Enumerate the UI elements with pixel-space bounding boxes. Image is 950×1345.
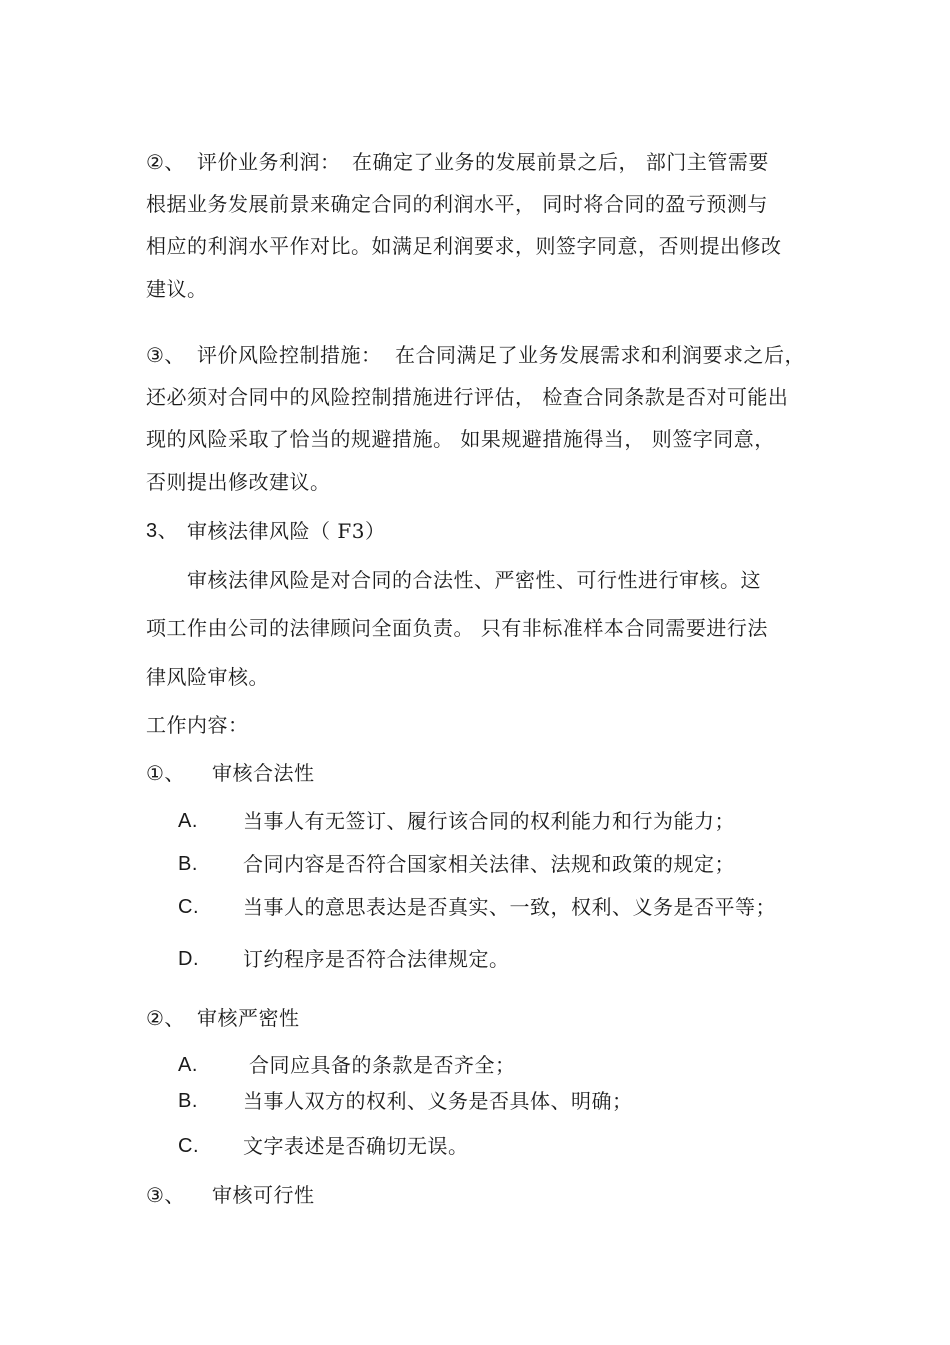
item3-line: 在合同满足了业务发展需求和利润要求之后，: [395, 343, 805, 367]
list-item-text: 当事人有无签订、履行该合同的权利能力和行为能力；: [243, 809, 735, 833]
list-item-text: 文字表述是否确切无误。: [243, 1134, 469, 1158]
sub3-marker: ③、: [146, 1183, 185, 1207]
list-letter: C.: [178, 896, 199, 918]
item2-marker: ②、: [146, 150, 185, 174]
list-letter: A.: [178, 1054, 198, 1076]
item2-line: 根据业务发展前景来确定合同的利润水平， 同时将合同的盈亏预测与: [146, 192, 768, 216]
section3-para-line: 审核法律风险是对合同的合法性、严密性、可行性进行审核。这: [187, 568, 761, 592]
list-letter: A.: [178, 810, 198, 832]
sub1-title: 审核合法性: [212, 761, 315, 785]
section3-number: 3、: [146, 520, 179, 542]
list-item-text: 合同内容是否符合国家相关法律、法规和政策的规定；: [243, 852, 735, 876]
list-item-text: 当事人双方的权利、义务是否具体、明确；: [243, 1089, 633, 1113]
item3-line: 现的风险采取了恰当的规避措施。 如果规避措施得当， 则签字同意，: [146, 427, 775, 451]
sub2-title: 审核严密性: [197, 1006, 300, 1030]
list-letter: B.: [178, 853, 198, 875]
item3-title: 评价风险控制措施：: [197, 343, 382, 367]
list-item-text: 订约程序是否符合法律规定。: [243, 947, 510, 971]
item3-line: 还必须对合同中的风险控制措施进行评估， 检查合同条款是否对可能出: [146, 385, 789, 409]
sub1-marker: ①、: [146, 761, 185, 785]
list-letter: D.: [178, 948, 199, 970]
work-content-label: 工作内容：: [146, 713, 249, 737]
sub3-title: 审核可行性: [212, 1183, 315, 1207]
item2-line: 在确定了业务的发展前景之后， 部门主管需要: [352, 150, 769, 174]
section3-title: 审核法律风险（ F3）: [187, 519, 386, 543]
list-item-text: 合同应具备的条款是否齐全；: [249, 1053, 516, 1077]
section3-para-line: 项工作由公司的法律顾问全面负责。 只有非标准样本合同需要进行法: [146, 616, 768, 640]
item2-line: 建议。: [146, 277, 208, 301]
list-letter: B.: [178, 1090, 198, 1112]
section3-para-line: 律风险审核。: [146, 665, 269, 689]
item3-line: 否则提出修改建议。: [146, 470, 331, 494]
sub2-marker: ②、: [146, 1006, 185, 1030]
item2-line: 相应的利润水平作对比。如满足利润要求，则签字同意，否则提出修改: [146, 234, 782, 258]
list-item-text: 当事人的意思表达是否真实、一致，权利、义务是否平等；: [243, 895, 776, 919]
item3-marker: ③、: [146, 343, 185, 367]
list-letter: C.: [178, 1135, 199, 1157]
item2-title: 评价业务利润：: [197, 150, 341, 174]
